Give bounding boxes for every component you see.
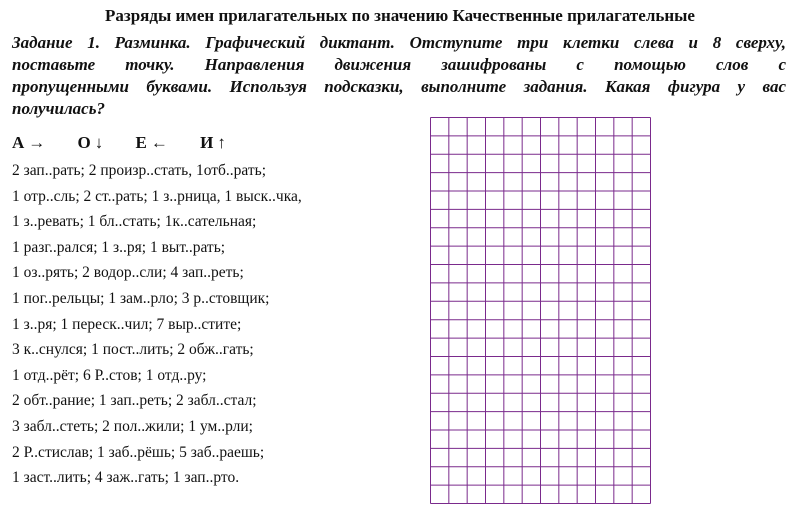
task-instructions [12,32,786,120]
dictation-line: 1 пог..рельцы; 1 зам..рло; 3 р..стовщик; [12,289,270,307]
dictation-line: 1 отд..рёт; 6 Р..стов; 1 отд..ру; [12,366,207,384]
task-line: поставьте точку. Направления движения зашифрованы с помощью слов с [12,55,786,74]
dictation-line: 3 забл..стеть; 2 пол..жили; 1 ум..рли; [12,417,253,435]
dictation-line: 2 Р..стислав; 1 заб..рёшь; 5 заб..раешь; [12,443,265,461]
dictation-line: 1 з..ревать; 1 бл..стать; 1к..сательная; [12,213,257,231]
grid-svg [430,117,651,504]
dictation-line: 3 к..снулся; 1 пост..лить; 2 обж..гать; [12,341,254,359]
legend-letter: О [77,133,91,152]
legend-item [200,133,226,153]
task-line: получилась? [12,99,105,118]
dictation-line: 1 разг..рался; 1 з..ря; 1 выт..рать; [12,238,226,256]
legend-letter: Е [135,133,147,152]
legend-letter: И [200,133,214,152]
dictation-line: 1 з..ря; 1 переск..чил; 7 выр..стите; [12,315,242,333]
legend-item [136,133,168,153]
task-line: Задание 1. Разминка. Графический диктант. Отступите три клетки слева и 8 сверху, [12,33,786,52]
dictation-line: 2 зап..рать; 2 произр..стать, 1отб..рать; [12,162,267,179]
dictation-line: 1 отр..сль; 2 ст..рать; 1 з..рница, 1 выск..чка, [12,187,302,205]
direction-legend [12,133,254,153]
arrow-up-icon: ↑ [217,133,226,152]
dictation-line: 2 обт..рание; 1 зап..реть; 2 забл..стал; [12,392,257,410]
dictation-line: 1 заст..лить; 4 заж..гать; 1 зап..рто. [12,469,240,487]
graph-paper-grid [430,117,651,504]
dictation-line: 1 оз..рять; 2 водор..сли; 4 зап..реть; [12,264,244,282]
legend-item [12,133,45,153]
page-title: Разряды имен прилагательных по значению Качественные прилагательные [105,6,695,25]
dictation-list [12,158,412,491]
arrow-down-icon: ↓ [94,133,104,152]
arrow-right-icon: → [28,133,46,152]
legend-letter: А [12,133,25,152]
task-line: пропущенными буквами. Используя подсказки, выполните задания. Какая фигура у вас [12,77,786,96]
arrow-left-icon: ← [150,133,168,152]
legend-item [78,133,104,153]
